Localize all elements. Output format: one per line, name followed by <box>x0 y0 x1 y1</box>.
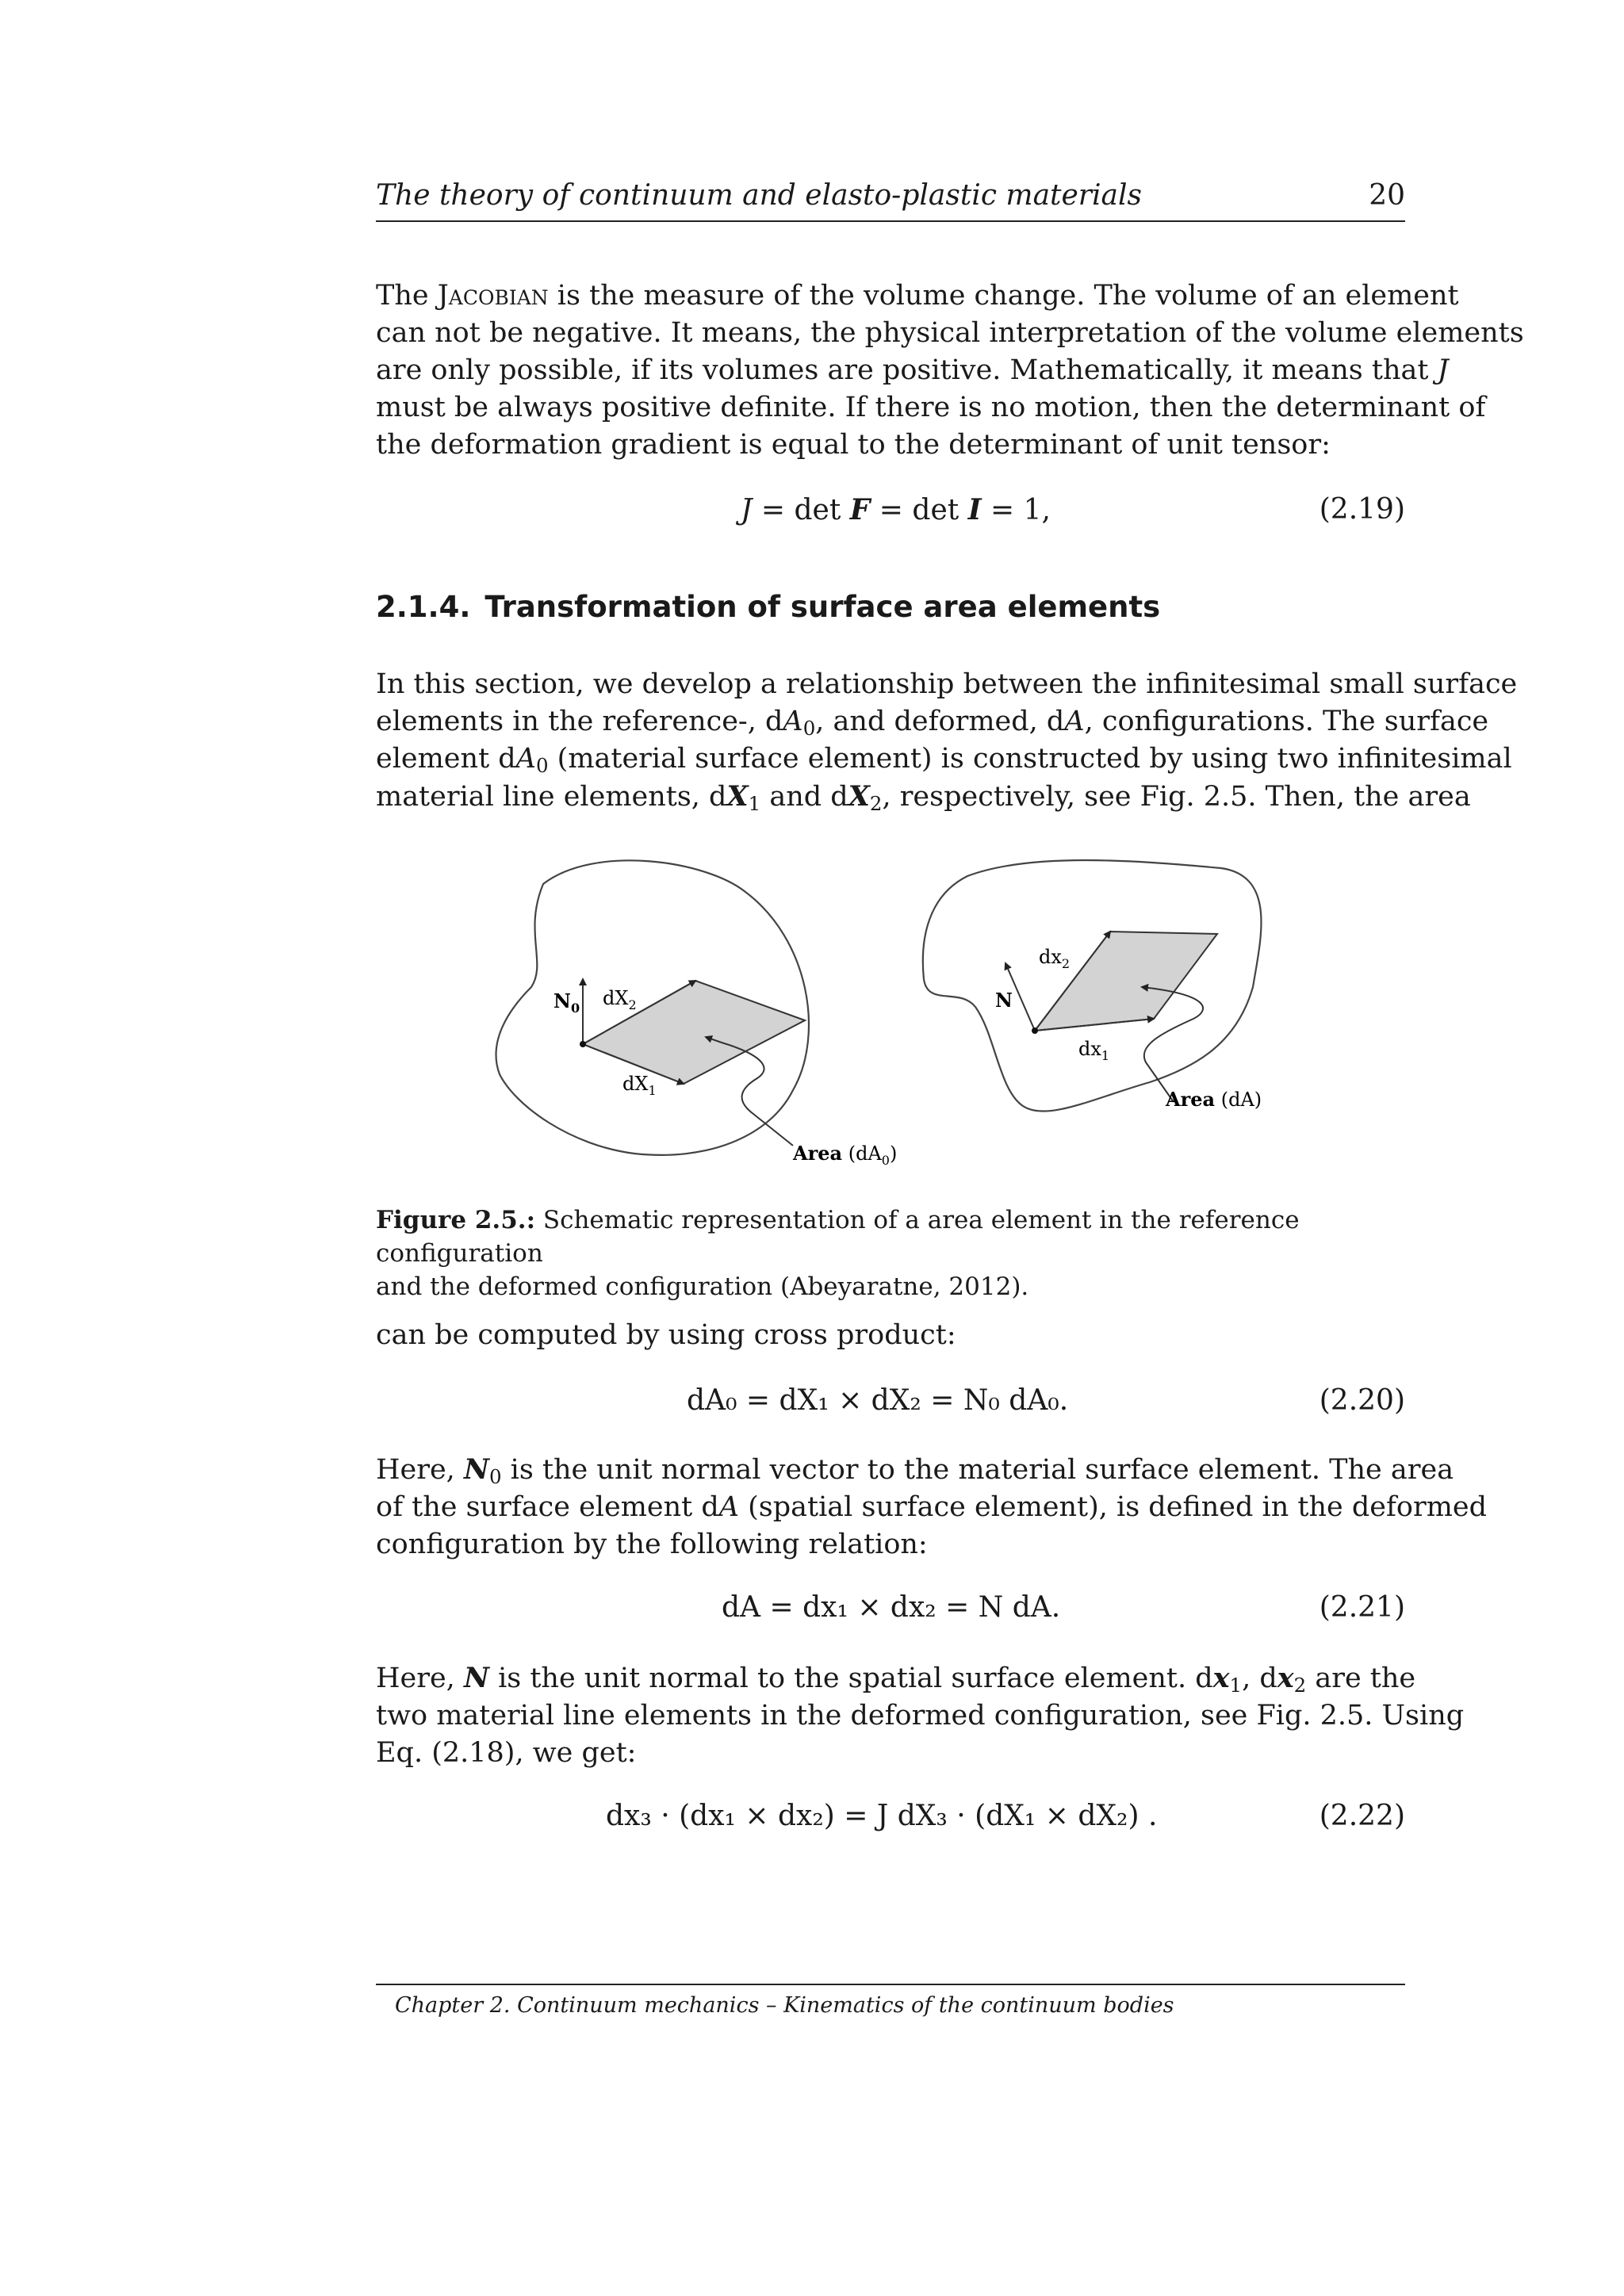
p2-l2f: , configurations. The surface <box>1084 706 1489 737</box>
p2-l4d: and d <box>760 781 848 813</box>
equation-2-20-number: (2.20) <box>1319 1384 1405 1417</box>
p2-l3a: element d <box>376 743 516 775</box>
p2-l4b: X <box>726 780 749 813</box>
equation-2-21-body: dA = dx₁ × dx₂ = N dA. <box>722 1591 1061 1624</box>
p4-l1b: N <box>463 1453 489 1486</box>
equation-2-20 <box>376 1384 1405 1424</box>
p2-l4e: X <box>848 780 870 813</box>
intro-paragraph <box>376 277 1524 464</box>
equation-2-19-number: (2.19) <box>1319 493 1405 526</box>
equation-2-22-body: dx₃ · (dx₁ × dx₂) = J dX₃ · (dX₁ × dX₂) . <box>606 1800 1158 1832</box>
p5-l1i: are the <box>1306 1663 1416 1694</box>
running-head-title: The theory of continuum and elasto-plastic materials <box>376 179 1142 212</box>
eq19-tail: = 1, <box>990 494 1051 526</box>
p5-l1d: x <box>1212 1662 1230 1694</box>
eq19-I: I <box>967 493 982 526</box>
caption-line-1: Schematic representation of a area element in the reference configuration <box>376 1206 1300 1268</box>
deformed-area-element <box>1035 932 1217 1031</box>
equation-2-22 <box>376 1800 1405 1839</box>
eq19-det1: = det <box>760 494 841 526</box>
p2-l2d: , and deformed, d <box>815 706 1065 737</box>
figure-2-5 <box>476 852 1364 1185</box>
caption-line-2: and the deformed configuration (Abeyaratne, 2012). <box>376 1272 1029 1301</box>
page-number: 20 <box>1369 179 1405 212</box>
p4-line-1 <box>376 1451 1454 1489</box>
paragraph-5 <box>376 1659 1465 1772</box>
dx2-label: $dx_2$ <box>1039 946 1071 971</box>
running-head <box>376 179 1405 222</box>
p2-l3b: A <box>515 743 536 775</box>
p2-l3d: (material surface element) is constructed by using two infinitesimal <box>548 743 1512 775</box>
area-dA0-label: Area $(dA_0)$ <box>793 1142 898 1168</box>
equation-2-20-body: dA₀ = dX₁ × dX₂ = N₀ dA₀. <box>687 1384 1069 1417</box>
p5-l1a: Here, <box>376 1663 464 1694</box>
p2-line-1: In this section, we develop a relationship between the infinitesimal small surface <box>376 668 1518 700</box>
p2-line-3 <box>376 740 1512 778</box>
p2-l4g: , respectively, see Fig. 2.5. Then, the area <box>882 781 1471 813</box>
intro-line-4: must be always positive definite. If there is no motion, then the determinant of <box>376 392 1486 423</box>
dX2-label: $dX_2$ <box>603 987 637 1012</box>
p2-l2e: A <box>1064 706 1085 737</box>
paragraph-2 <box>376 666 1518 816</box>
deformed-origin-point <box>1032 1027 1038 1034</box>
paragraph-4 <box>376 1451 1488 1563</box>
p2-l2c: 0 <box>802 717 816 740</box>
p4-l1d: is the unit normal vector to the material surface element. The area <box>501 1454 1454 1486</box>
paragraph-3 <box>376 1317 1405 1354</box>
p5-l1g: x <box>1277 1662 1294 1694</box>
p4-l1c: 0 <box>488 1465 502 1489</box>
intro-line-2: can not be negative. It means, the physical interpretation of the volume elements <box>376 317 1524 349</box>
intro-line-1 <box>376 277 1459 315</box>
figure-caption <box>376 1203 1405 1303</box>
dX1-label: $dX_1$ <box>622 1073 657 1098</box>
caption-label: Figure 2.5.: <box>376 1206 536 1234</box>
p2-l4a: material line elements, d <box>376 781 727 813</box>
intro-line-3 <box>376 352 1449 389</box>
N-label: N <box>995 989 1013 1012</box>
p2-l2a: elements in the reference-, d <box>376 706 783 737</box>
eq19-det2: = det <box>879 494 959 526</box>
p5-line-1 <box>376 1659 1416 1697</box>
p3-line-1: can be computed by using cross product: <box>376 1319 956 1351</box>
intro-line-1-text: is the measure of the volume change. The volume of an element <box>557 280 1459 312</box>
equation-2-21-number: (2.21) <box>1319 1591 1405 1624</box>
p5-line-2: two material line elements in the deformed configuration, see Fig. 2.5. Using <box>376 1700 1465 1732</box>
p4-line-2 <box>376 1489 1488 1526</box>
equation-2-19-body <box>741 493 1051 526</box>
p2-line-4 <box>376 778 1471 816</box>
p5-l1h: 2 <box>1293 1674 1307 1697</box>
footer-text: Chapter 2. Continuum mechanics – Kinematics of the continuum bodies <box>395 1993 1174 2018</box>
intro-line-3-text: are only possible, if its volumes are positive. Mathematically, it means that <box>376 354 1429 386</box>
eq19-F: F <box>849 493 871 526</box>
p4-l1a: Here, <box>376 1454 464 1486</box>
eq19-J: J <box>741 494 753 526</box>
equation-2-22-number: (2.22) <box>1319 1800 1405 1832</box>
figure-2-5-drawing <box>476 852 1364 1185</box>
p4-l2a: of the surface element d <box>376 1491 719 1523</box>
p4-l2b: A <box>718 1491 740 1523</box>
reference-origin-point <box>580 1041 586 1047</box>
section-number: 2.1.4. <box>376 590 471 624</box>
p5-l1f: , d <box>1242 1663 1277 1694</box>
section-heading <box>376 590 1174 624</box>
p2-l3c: 0 <box>535 754 549 778</box>
p5-l1e: 1 <box>1229 1674 1243 1697</box>
jacobian-term: Jacobian <box>437 280 549 312</box>
p2-line-2 <box>376 703 1489 740</box>
p5-l1c: is the unit normal to the spatial surface element. d <box>488 1663 1213 1694</box>
p5-l1b: N <box>463 1662 489 1694</box>
dx1-label: $dx_1$ <box>1078 1038 1110 1063</box>
p2-l4c: 1 <box>748 792 761 816</box>
p4-line-3: configuration by the following relation: <box>376 1529 928 1560</box>
p2-l2b: A <box>783 706 803 737</box>
intro-line-5: the deformation gradient is equal to the determinant of unit tensor: <box>376 429 1331 461</box>
section-title: Transformation of surface area elements <box>485 590 1161 624</box>
p5-line-3: Eq. (2.18), we get: <box>376 1737 637 1769</box>
N0-label: $N_0$ <box>553 989 580 1016</box>
p2-l4f: 2 <box>869 792 883 816</box>
intro-the: The <box>376 280 429 312</box>
equation-2-21 <box>376 1591 1405 1631</box>
intro-J: J <box>1437 354 1449 386</box>
p4-l2c: (spatial surface element), is defined in the deformed <box>739 1491 1488 1523</box>
equation-2-19 <box>376 493 1405 533</box>
footer-rule <box>376 1984 1405 1985</box>
area-dA-label: Area (dA) <box>1166 1088 1262 1111</box>
